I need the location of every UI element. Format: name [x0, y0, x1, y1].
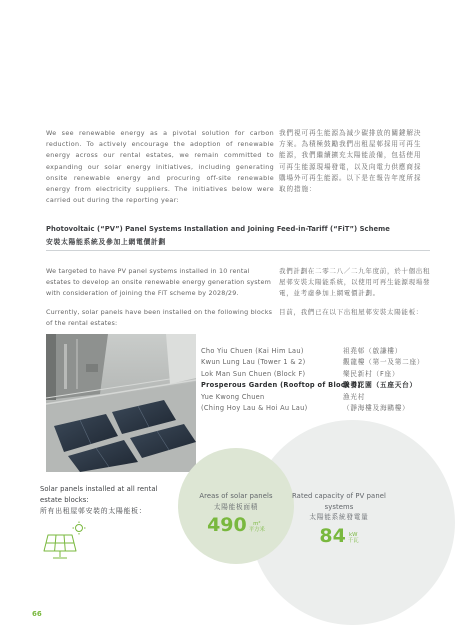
current-paragraph-en: Currently, solar panels have been installed on the following blocks of the rental estates: — [46, 308, 273, 327]
summary-label-en: Solar panels installed at all rental estate blocks: — [40, 485, 158, 504]
estate-item-zh: 祖堯邨（啟謙樓） — [343, 347, 403, 355]
section-divider — [46, 250, 430, 251]
stat-panel-area — [186, 491, 286, 535]
area-value: 490 — [207, 514, 247, 537]
capacity-label-en: Rated capacity of PV panel systems — [292, 492, 386, 511]
estate-item-en: Yue Kwong Chuen — [201, 392, 265, 401]
estate-item-zh-highlight: 駿發花園（五座天台） — [343, 381, 417, 390]
area-unit-symbol: m² — [253, 521, 261, 528]
intro-paragraph-en: We see renewable energy as a pivotal solution for carbon reduction. To actively encourage the adoption of renewable energy across our rental estates, we remain committed to expanding our solar energy initiatives, including generating onsite renewable energy and procuring off-site renewable energy from electricity suppliers. The initiatives below were carried out during the reporting year: — [46, 129, 274, 205]
estates-list-en — [201, 346, 361, 414]
target-paragraph-zh: 我們計劃在二零二八／二九年度前，於十個出租屋邨安裝太陽能系統，以使用可再生能源現場發電，並考慮參加上網電價計劃。 — [279, 267, 431, 297]
estate-item-zh: （靜海樓及海鷗樓） — [343, 404, 410, 413]
summary-label — [40, 484, 170, 517]
capacity-label-zh: 太陽能系統發電量 — [309, 513, 369, 522]
estate-item-en: Cho Yiu Chuen (Kai Him Lau) — [201, 347, 304, 355]
capacity-unit-symbol: kW — [349, 531, 358, 538]
estate-item-en: (Ching Hoy Lau & Hoi Au Lau) — [201, 404, 308, 413]
estate-item-zh: 漁光村 — [343, 392, 366, 401]
estate-item-en: Kwun Lung Lau (Tower 1 & 2) — [201, 358, 306, 367]
estate-item-zh: 樂民新村（F座） — [343, 369, 400, 378]
current-paragraph-zh: 目前，我們已在以下出租屋邨安裝太陽能板： — [279, 308, 423, 316]
solar-panel-icon — [42, 521, 88, 561]
estate-item-en-highlight: Prosperous Garden (Rooftop of Block 5) — [201, 381, 361, 390]
area-label-zh: 太陽能板面積 — [213, 502, 259, 511]
capacity-unit-zh: 千瓦 — [347, 537, 359, 544]
section-title-zh: 安裝太陽能系統及參加上網電價計劃 — [46, 238, 166, 246]
area-label-en: Areas of solar panels — [199, 492, 273, 500]
stat-rated-capacity — [285, 491, 393, 546]
section-title-en: Photovoltaic (“PV”) Panel Systems Installation and Joining Feed-in-Tariff (“FiT”) Scheme — [46, 225, 390, 233]
capacity-value: 84 — [319, 524, 346, 547]
summary-label-zh: 所有出租屋邨安裝的太陽能板： — [40, 507, 147, 515]
estate-item-zh: 觀龍樓（第一及第二座） — [343, 358, 425, 367]
area-unit-zh: 平方米 — [248, 527, 265, 534]
solar-panels-photo — [46, 334, 196, 472]
intro-paragraph-zh: 我們視可再生能源為減少碳排放的關鍵解決方案。為積極鼓勵我們出租屋邨採用可再生能源，我們繼續擴充太陽能設備，包括使用可再生能源現場發電，以及向電力供應商採購場外可再生能源。以下是在報告年度所採取的措施： — [279, 129, 422, 194]
target-paragraph-en: We targeted to have PV panel systems installed in 10 rental estates to develop an onsite renewable energy generation system with consideration of joining the FiT scheme by 2028/29. — [46, 267, 272, 297]
estates-list-zh — [343, 346, 424, 414]
estate-item-en: Lok Man Sun Chuen (Block F) — [201, 369, 306, 378]
capacity-unit — [348, 532, 359, 545]
page-number: 66 — [32, 610, 42, 618]
area-unit — [249, 521, 265, 534]
